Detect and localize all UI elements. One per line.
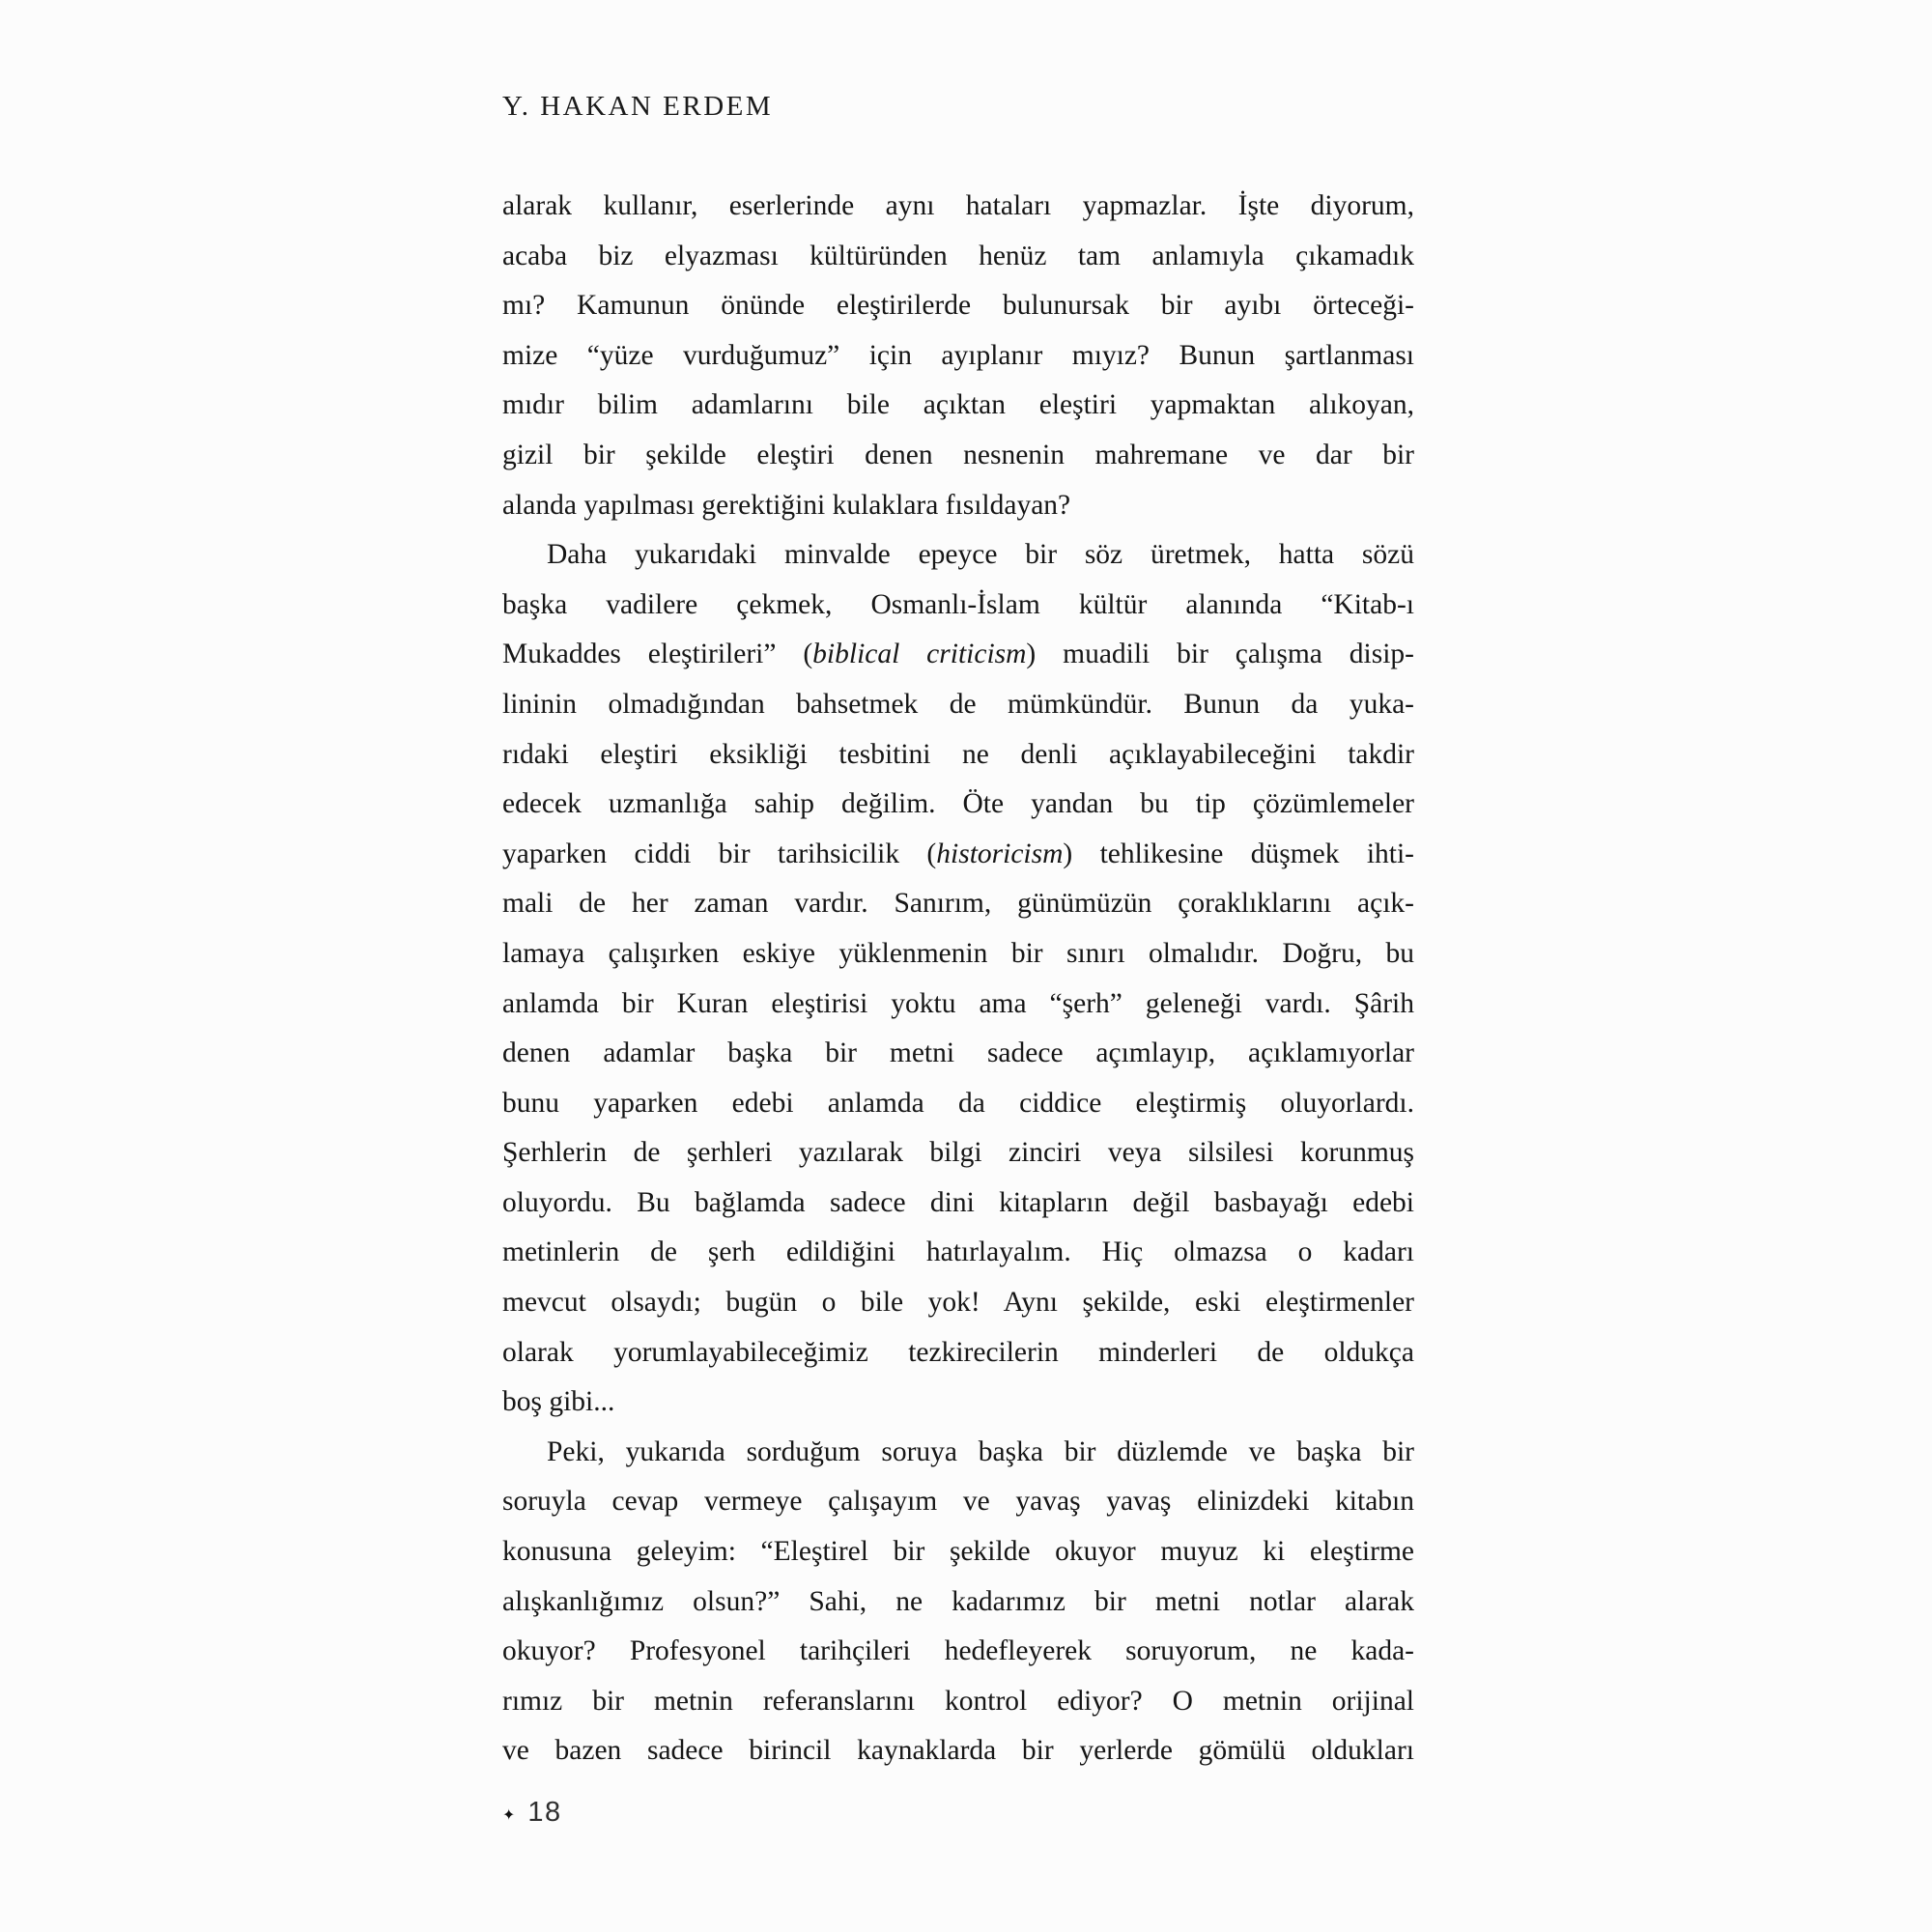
italic-phrase: biblical criticism	[812, 639, 1027, 670]
text-segment: mıdır bilim adamlarını bile açıktan eleştiri yapmaktan alıkoyan,	[502, 389, 1414, 421]
text-segment: rımız bir metnin referanslarını kontrol ediyor? O metnin orijinal	[502, 1685, 1414, 1717]
text-segment: alışkanlığımız olsun?” Sahi, ne kadarımız bir metni notlar alarak	[502, 1585, 1414, 1617]
text-segment: edecek uzmanlığa sahip değilim. Öte yandan bu tip çözümlemeler	[502, 788, 1414, 820]
text-segment: ) muadili bir çalışma disip-	[1026, 639, 1414, 670]
text-line	[502, 630, 1414, 680]
text-line	[502, 431, 1414, 481]
text-segment: metinlerin de şerh edildiğini hatırlayalım. Hiç olmazsa o kadarı	[502, 1236, 1414, 1268]
text-line	[502, 980, 1414, 1030]
text-line	[502, 1228, 1414, 1278]
text-line	[502, 481, 1414, 531]
text-segment: mize “yüze vurduğumuz” için ayıplanır mıyız? Bunun şartlanması	[502, 339, 1414, 371]
text-line	[502, 780, 1414, 830]
text-segment: yaparken ciddi bir tarihsicilik (	[502, 838, 937, 869]
text-segment: lamaya çalışırken eskiye yüklenmenin bir sınırı olmalıdır. Doğru, bu	[502, 937, 1414, 969]
text-segment: alarak kullanır, eserlerinde aynı hataları yapmazlar. İşte diyorum,	[502, 190, 1414, 221]
running-header-author: Y. HAKAN ERDEM	[502, 91, 774, 122]
text-segment: konusuna geleyim: “Eleştirel bir şekilde okuyor muyuz ki eleştirme	[502, 1536, 1414, 1568]
text-line	[502, 1079, 1414, 1129]
text-segment: okuyor? Profesyonel tarihçileri hedefleyerek soruyorum, ne kada-	[502, 1635, 1414, 1667]
text-line	[502, 281, 1414, 331]
text-line	[502, 1527, 1414, 1577]
text-segment: soruyla cevap vermeye çalışayım ve yavaş yavaş elinizdeki kitabın	[502, 1486, 1414, 1518]
text-segment: mevcut olsaydı; bugün o bile yok! Aynı şekilde, eski eleştirmenler	[502, 1287, 1414, 1319]
text-segment: boş gibi...	[502, 1386, 615, 1418]
text-segment: ve bazen sadece birincil kaynaklarda bir yerlerde gömülü oldukları	[502, 1735, 1414, 1767]
text-line	[502, 1029, 1414, 1079]
text-line	[502, 830, 1414, 880]
text-line	[502, 182, 1414, 232]
text-segment: denen adamlar başka bir metni sadece açımlayıp, açıklamıyorlar	[502, 1037, 1414, 1069]
text-line	[502, 1577, 1414, 1628]
text-line	[502, 680, 1414, 730]
italic-phrase: historicism	[936, 838, 1064, 869]
text-line	[502, 1378, 1414, 1428]
text-line	[502, 232, 1414, 282]
text-segment: rıdaki eleştiri eksikliği tesbitini ne denli açıklayabileceğini takdir	[502, 738, 1414, 770]
text-segment: Daha yukarıdaki minvalde epeyce bir söz üretmek, hatta sözü	[547, 539, 1414, 571]
text-segment: acaba biz elyazması kültüründen henüz tam anlamıyla çıkamadık	[502, 240, 1414, 271]
text-block	[502, 182, 1414, 1776]
text-line	[502, 1726, 1414, 1776]
text-line	[502, 1328, 1414, 1378]
text-segment: başka vadilere çekmek, Osmanlı-İslam kültür alanında “Kitab-ı	[502, 588, 1414, 620]
text-line	[502, 1477, 1414, 1527]
text-segment: olarak yorumlayabileceğimiz tezkirecilerin minderleri de oldukça	[502, 1336, 1414, 1368]
text-segment: mı? Kamunun önünde eleştirilerde bulunursak bir ayıbı örteceği-	[502, 290, 1414, 322]
page-number: 18	[527, 1797, 562, 1828]
text-line	[502, 730, 1414, 781]
text-segment: mali de her zaman vardır. Sanırım, günümüzün çoraklıklarını açık-	[502, 888, 1414, 920]
text-line	[502, 331, 1414, 382]
text-segment: ) tehlikesine düşmek ihti-	[1063, 838, 1414, 869]
text-line	[502, 1677, 1414, 1727]
text-segment: Mukaddes eleştirileri” (	[502, 639, 813, 670]
text-line	[502, 581, 1414, 631]
text-line	[502, 381, 1414, 431]
text-line	[502, 1179, 1414, 1229]
text-segment: oluyordu. Bu bağlamda sadece dini kitapların değil basbayağı edebi	[502, 1186, 1414, 1218]
text-line	[502, 530, 1414, 581]
text-line	[502, 1428, 1414, 1478]
text-segment: alanda yapılması gerektiğini kulaklara fısıldayan?	[502, 489, 1071, 521]
text-segment: gizil bir şekilde eleştiri denen nesnenin mahremane ve dar bir	[502, 439, 1414, 470]
text-line	[502, 1128, 1414, 1179]
text-segment: lininin olmadığından bahsetmek de mümkündür. Bunun da yuka-	[502, 688, 1414, 720]
text-line	[502, 929, 1414, 980]
text-line	[502, 1627, 1414, 1677]
text-line	[502, 879, 1414, 929]
text-segment: anlamda bir Kuran eleştirisi yoktu ama “şerh” geleneği vardı. Şârih	[502, 987, 1414, 1019]
page-footer	[502, 1799, 562, 1827]
text-segment: Peki, yukarıda sorduğum soruya başka bir düzlemde ve başka bir	[547, 1435, 1414, 1467]
text-segment: bunu yaparken edebi anlamda da ciddice eleştirmiş oluyorlardı.	[502, 1087, 1414, 1119]
text-segment: Şerhlerin de şerhleri yazılarak bilgi zinciri veya silsilesi korunmuş	[502, 1137, 1414, 1169]
text-line	[502, 1278, 1414, 1328]
diamond-ornament-icon: ✦	[502, 1806, 516, 1824]
